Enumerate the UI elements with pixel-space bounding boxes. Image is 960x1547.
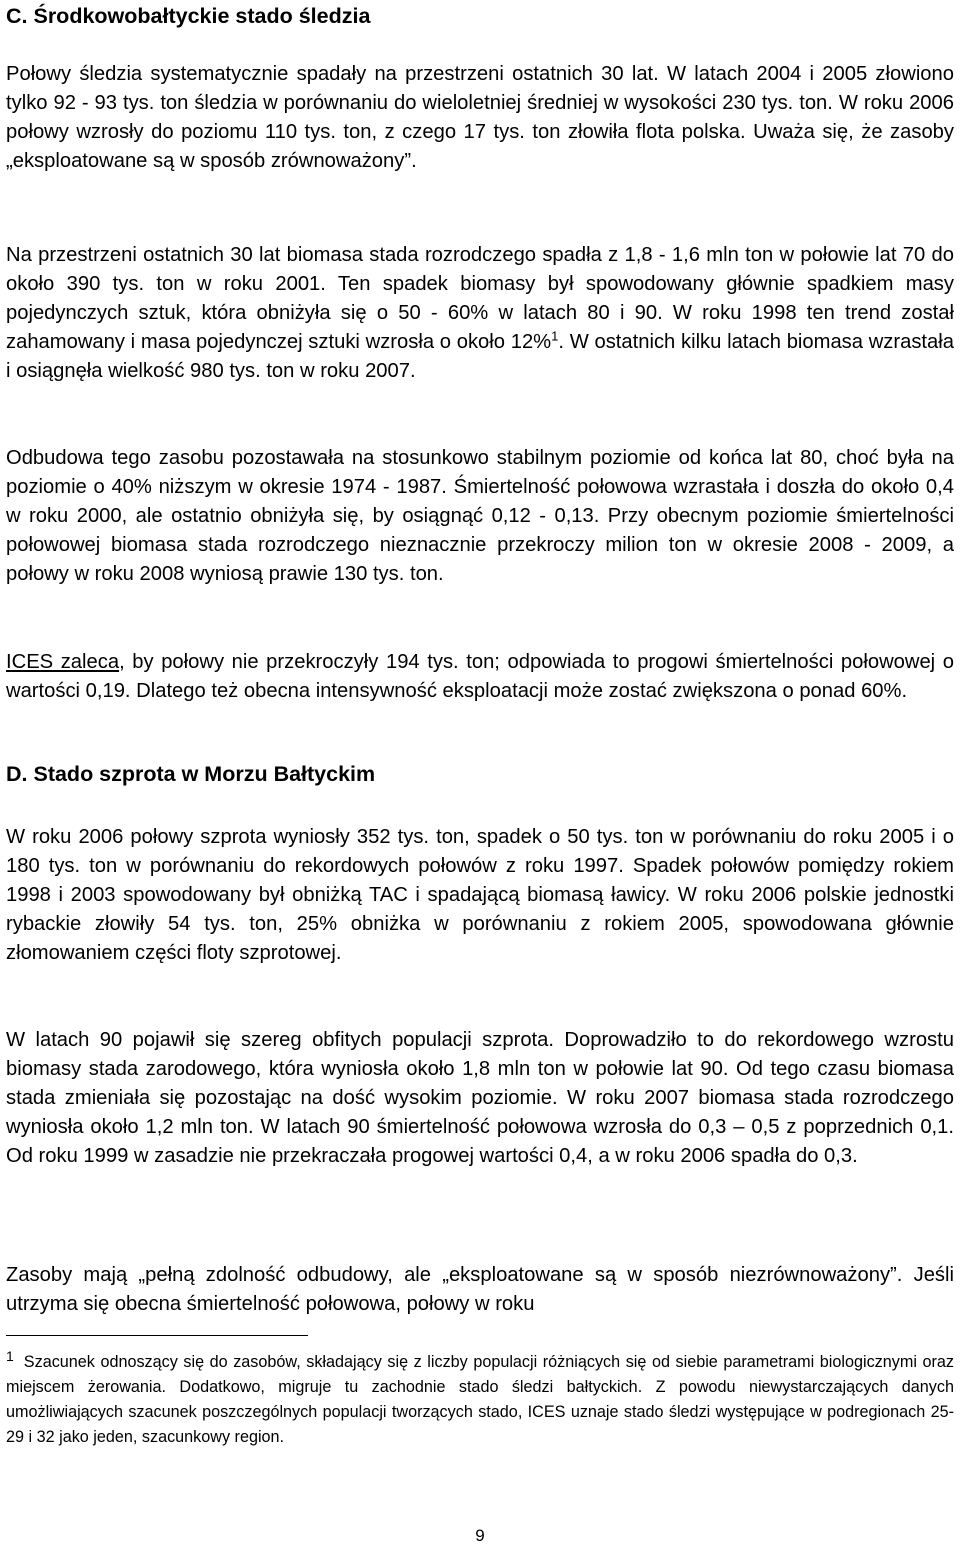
- footnote-separator: [6, 1335, 308, 1336]
- footnote-reference[interactable]: 1: [551, 328, 559, 344]
- footnote: [6, 1347, 954, 1450]
- section-d-paragraph-2: W latach 90 pojawił się szereg obfitych populacji szprota. Doprowadziło to do rekordowego wzrostu biomasy stada zarodowego, która wyniosła około 1,8 mln ton w połowie lat 90. Od tego czasu biomasa stada zmieniała się pozostając na dość wysokim poziomie. W roku 2007 biomasa stada rozrodczego wyniosła około 1,2 mln ton. W latach 90 śmiertelność połowowa wzrosła do 0,3 – 0,5 z poprzednich 0,1. Od roku 1999 w zasadzie nie przekraczała progowej wartości 0,4, a w roku 2006 spadła do 0,3.: [6, 1029, 954, 1167]
- ices-recommendation-link[interactable]: ICES zaleca: [6, 651, 120, 673]
- paragraph-4-text: , by połowy nie przekroczyły 194 tys. ton; odpowiada to progowi śmiertelności połowowej o wartości 0,19. Dlatego też obecna intensywność eksploatacji może zostać zwiększona o ponad 60%.: [6, 651, 954, 702]
- section-d-paragraph-3: Zasoby mają „pełną zdolność odbudowy, ale „eksploatowane są w sposób niezrównoważony”. Jeśli utrzyma się obecna śmiertelność połowowa, połowy w roku: [6, 1264, 954, 1315]
- paragraph-2-text-a: Na przestrzeni ostatnich 30 lat biomasa stada rozrodczego spadła z 1,8 - 1,6 mln ton w połowie lat 70 do około 390 tys. ton w roku 2001. Ten spadek biomasy był spowodowany głównie spadkiem masy pojedynczych sztuk, która obniżyła się o 50 - 60% w latach 80 i 90. W roku 1998 ten trend został zahamowany i masa pojedynczej sztuki wzrosła o około 12%: [6, 244, 954, 353]
- section-c-paragraph-2: [6, 241, 954, 386]
- footnote-number: 1: [6, 1347, 14, 1364]
- section-c-title: C. Środkowobałtyckie stado śledzia: [6, 4, 371, 28]
- section-c-paragraph-1: Połowy śledzia systematycznie spadały na przestrzeni ostatnich 30 lat. W latach 2004 i 2005 złowiono tylko 92 - 93 tys. ton śledzia w porównaniu do wieloletniej średniej w wysokości 230 tys. ton. W roku 2006 połowy wzrosły do poziomu 110 tys. ton, z czego 17 tys. ton złowiła flota polska. Uważa się, że zasoby „eksploatowane są w sposób zrównoważony”.: [6, 63, 954, 172]
- paragraph-2-text-b: . W ostatnich kilku latach biomasa wzrastała i osiągnęła wielkość 980 tys. ton w roku 2007.: [6, 331, 954, 382]
- section-d-paragraph-1: W roku 2006 połowy szprota wyniosły 352 tys. ton, spadek o 50 tys. ton w porównaniu do roku 2005 i o 180 tys. ton w porównaniu do rekordowych połowów z roku 1997. Spadek połowów pomiędzy rokiem 1998 i 2003 spowodowany był obniżką TAC i spadającą biomasą ławicy. W roku 2006 polskie jednostki rybackie złowiły 54 tys. ton, 25% obniżka w porównaniu z rokiem 2005, spowodowana głównie złomowaniem części floty szprotowej.: [6, 826, 954, 964]
- section-d-title: D. Stado szprota w Morzu Bałtyckim: [6, 762, 376, 786]
- section-c-paragraph-4: [6, 648, 954, 706]
- footnote-text: Szacunek odnoszący się do zasobów, składający się z liczby populacji różniących się od siebie parametrami biologicznymi oraz miejscem żerowania. Dodatkowo, migruje tu zachodnie stado śledzi bałtyckich. Z powodu niewystarczających danych umożliwiających szacunek poszczególnych populacji tworzących stado, ICES uznaje stado śledzi występujące w podregionach 25-29 i 32 jako jeden, szacunkowy region.: [6, 1353, 954, 1446]
- page-number: 9: [475, 1526, 485, 1545]
- section-c-paragraph-3: Odbudowa tego zasobu pozostawała na stosunkowo stabilnym poziomie od końca lat 80, choć była na poziomie o 40% niższym w okresie 1974 - 1987. Śmiertelność połowowa wzrastała i doszła do około 0,4 w roku 2000, ale ostatnio obniżyła się, by osiągnąć 0,12 - 0,13. Przy obecnym poziomie śmiertelności połowowej biomasa stada rozrodczego nieznacznie przekroczy milion ton w okresie 2008 - 2009, a połowy w roku 2008 wyniosą prawie 130 tys. ton.: [6, 447, 954, 585]
